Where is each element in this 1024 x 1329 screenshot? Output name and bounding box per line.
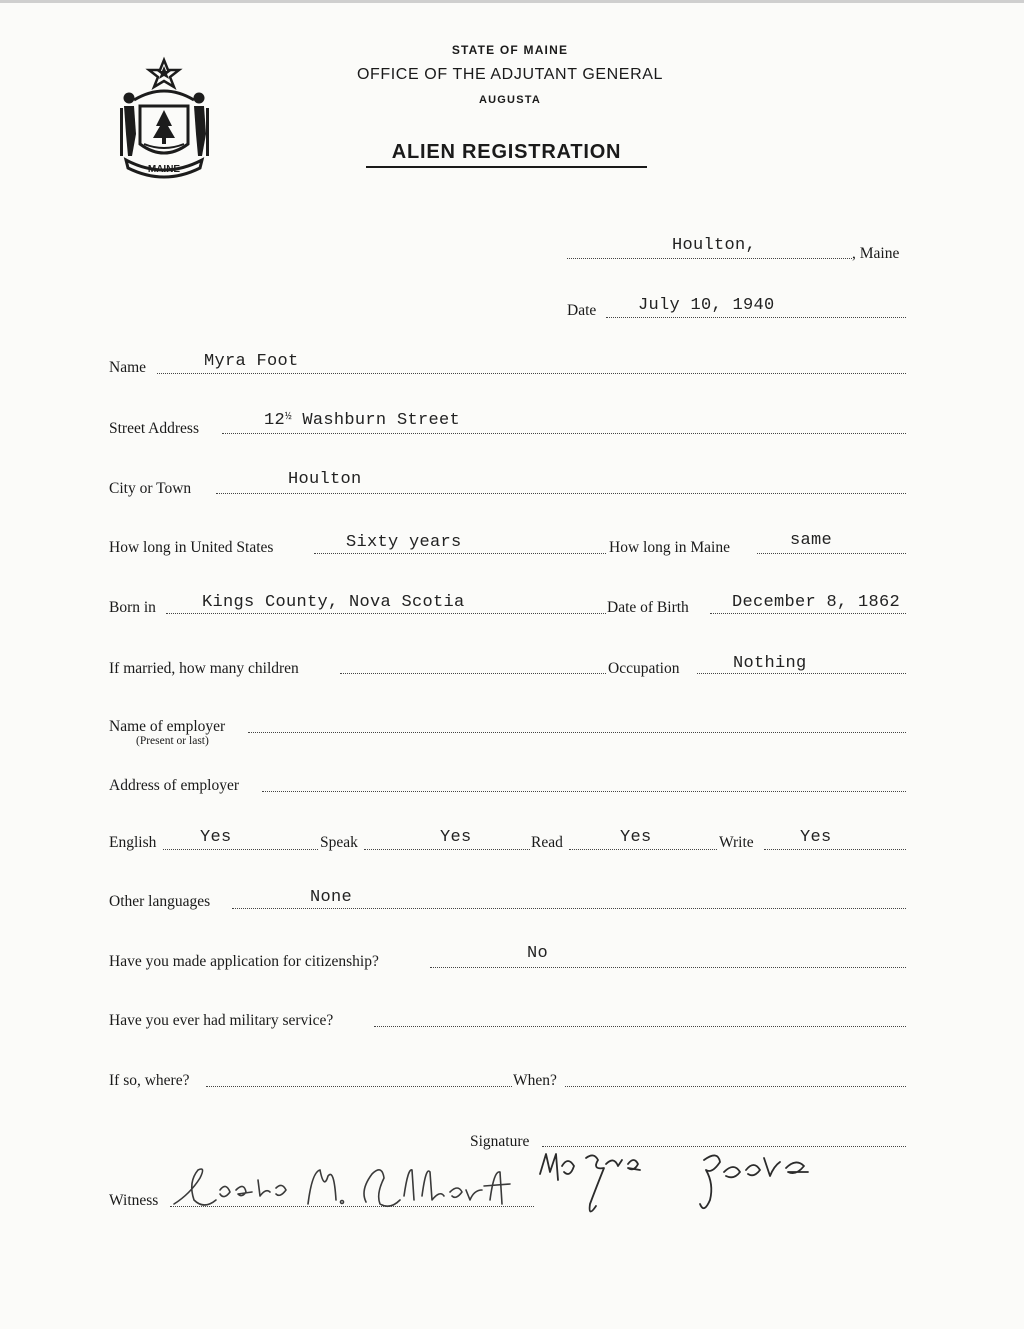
where-label: If so, where? (109, 1072, 190, 1089)
maine-years-label: How long in Maine (609, 539, 730, 556)
city-line (216, 493, 906, 494)
employer-address-line (262, 791, 906, 792)
header-office: OFFICE OF THE ADJUTANT GENERAL (356, 66, 664, 83)
date-label: Date (567, 302, 597, 319)
witness-label: Witness (109, 1192, 159, 1209)
other-languages-line (232, 908, 906, 909)
scan-edge (0, 0, 1024, 3)
header-city: AUGUSTA (479, 94, 541, 106)
name-value: Myra Foot (204, 352, 299, 371)
when-line (565, 1086, 906, 1087)
date-line (606, 317, 906, 318)
occupation-label: Occupation (608, 660, 680, 677)
speak-value: Yes (440, 828, 472, 847)
us-years-value: Sixty years (346, 533, 462, 552)
witness-text: Gladys M. Albert (317, 1210, 387, 1221)
write-label: Write (719, 834, 754, 851)
citizenship-value: No (527, 944, 549, 963)
english-label: English (109, 834, 157, 851)
seal-banner-text: MAINE (147, 164, 181, 175)
children-label: If married, how many children (109, 660, 299, 677)
form-title: ALIEN REGISTRATION (366, 141, 647, 168)
dob-line (710, 613, 906, 614)
name-label: Name (109, 359, 147, 376)
maine-years-line (757, 553, 906, 554)
occupation-line (697, 673, 906, 674)
street-fraction: ½ (285, 411, 292, 423)
speak-label: Speak (320, 834, 358, 851)
employer-label: Name of employer (109, 718, 226, 735)
write-line (764, 849, 906, 850)
other-languages-value: None (310, 888, 353, 907)
dob-label: Date of Birth (607, 599, 689, 616)
citizenship-line (430, 967, 906, 968)
maine-years-value: same (790, 531, 833, 550)
other-languages-label: Other languages (109, 893, 211, 910)
born-line (166, 613, 606, 614)
speak-line (364, 849, 530, 850)
children-line (340, 673, 606, 674)
city-value: Houlton (288, 470, 362, 489)
dob-value: December 8, 1862 (732, 593, 901, 612)
read-line (569, 849, 717, 850)
street-line (222, 433, 906, 434)
name-line (157, 373, 906, 374)
street-name: Washburn Street (291, 411, 460, 430)
signature-text: Myra Foote (660, 1220, 708, 1231)
employer-line (248, 732, 906, 733)
signature-handwriting (534, 1148, 834, 1232)
where-line (206, 1086, 512, 1087)
english-line (163, 849, 318, 850)
header-state: STATE OF MAINE (451, 43, 569, 57)
english-value: Yes (200, 828, 232, 847)
signature-label: Signature (470, 1133, 530, 1150)
read-label: Read (531, 834, 563, 851)
street-label: Street Address (109, 420, 199, 437)
witness-handwriting (170, 1160, 534, 1222)
military-label: Have you ever had military service? (109, 1012, 334, 1029)
state-seal-icon (112, 56, 216, 184)
place-line (567, 258, 852, 259)
street-number: 12 (264, 411, 286, 430)
street-value (264, 411, 460, 430)
born-label: Born in (109, 599, 156, 616)
when-label: When? (513, 1072, 557, 1089)
occupation-value: Nothing (733, 654, 807, 673)
date-value: July 10, 1940 (638, 296, 775, 315)
citizenship-label: Have you made application for citizenship? (109, 953, 379, 970)
employer-address-label: Address of employer (109, 777, 239, 794)
military-line (374, 1026, 906, 1027)
signature-line (542, 1146, 906, 1147)
place-value: Houlton, (672, 236, 757, 255)
write-value: Yes (800, 828, 832, 847)
born-value: Kings County, Nova Scotia (202, 593, 465, 612)
us-years-label: How long in United States (109, 539, 274, 556)
read-value: Yes (620, 828, 652, 847)
place-suffix: , Maine (852, 245, 900, 262)
employer-sublabel: (Present or last) (136, 735, 209, 747)
us-years-line (314, 553, 606, 554)
city-label: City or Town (109, 480, 192, 497)
